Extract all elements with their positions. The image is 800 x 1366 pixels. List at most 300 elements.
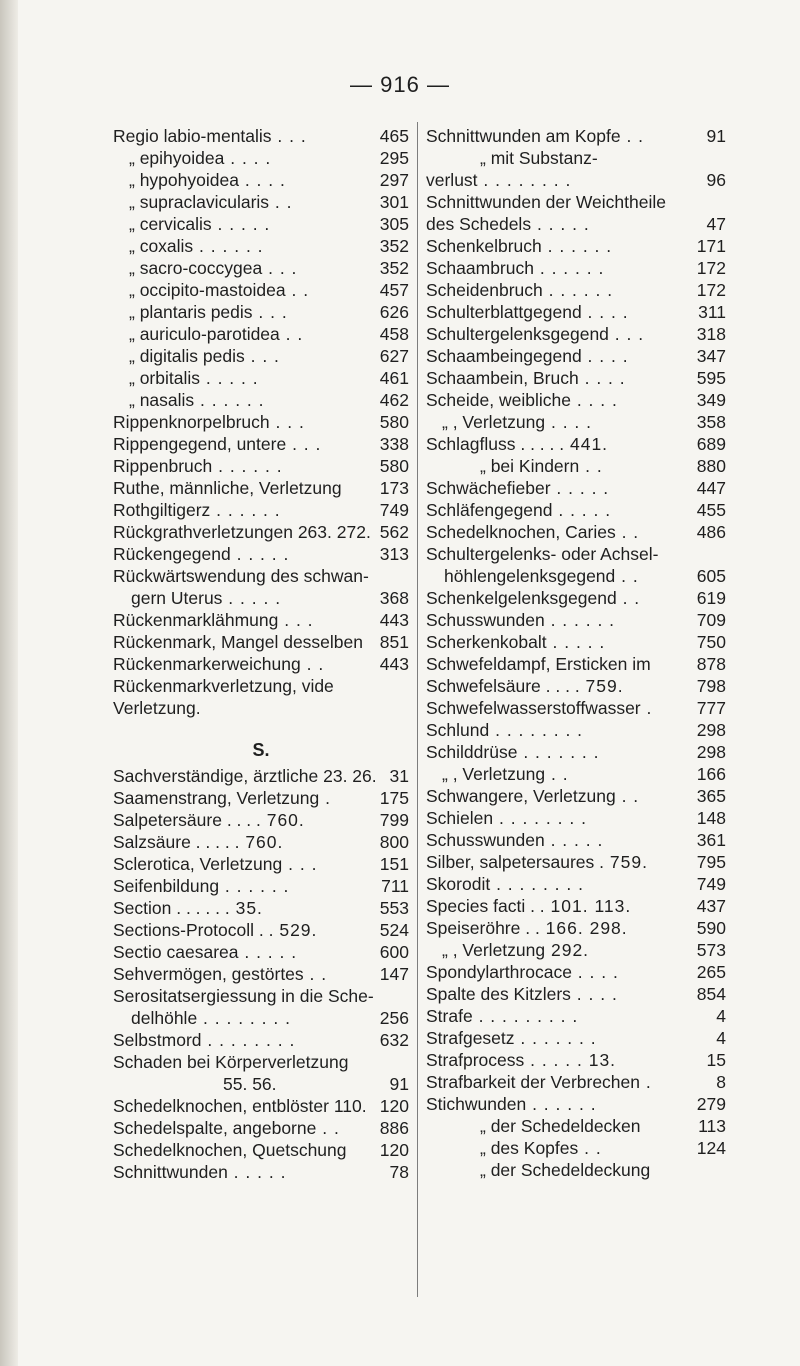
entry-term: des Schedels xyxy=(426,214,532,234)
index-entry xyxy=(113,1139,409,1161)
entry-leader: . . . . . . . . . xyxy=(472,1006,579,1026)
entry-term: höhlengelenksgegend xyxy=(444,566,616,586)
entry-page-ref: 627 xyxy=(379,346,409,366)
index-entry xyxy=(426,609,726,631)
index-entry xyxy=(426,983,726,1005)
entry-term: Rippenknorpelbruch xyxy=(113,412,270,432)
index-entry xyxy=(113,587,409,609)
entry-term: „ supraclavicularis xyxy=(129,192,270,212)
entry-page-ref: 777 xyxy=(696,698,726,718)
entry-leader: . xyxy=(319,788,331,808)
entry-leader: . . xyxy=(620,126,645,146)
entry-leader xyxy=(363,631,380,653)
entry-term: Spondylarthrocace xyxy=(426,962,572,982)
index-entry xyxy=(426,301,726,323)
index-entry xyxy=(113,1051,409,1073)
entry-page-ref: 31 xyxy=(389,766,409,786)
entry-leader: . . . xyxy=(262,258,298,278)
spacer xyxy=(113,719,409,733)
entry-leader xyxy=(342,477,380,499)
index-entry xyxy=(426,1049,726,1071)
entry-page-ref: 689 xyxy=(696,434,726,454)
entry-term: Rückenmarklähmung xyxy=(113,610,279,630)
entry-term: Rippenbruch xyxy=(113,456,213,476)
index-entry xyxy=(426,653,726,675)
index-entry xyxy=(426,807,726,829)
entry-term: Stichwunden xyxy=(426,1094,527,1114)
entry-leader: . . . . . xyxy=(222,588,282,608)
entry-page-ref: 113 xyxy=(698,1116,726,1136)
entry-page-ref: 358 xyxy=(696,412,726,432)
index-entry xyxy=(113,831,409,853)
index-entry xyxy=(113,367,409,389)
entry-page-ref: 91 xyxy=(706,126,726,146)
entry-leader: . . . . . 13. xyxy=(524,1050,617,1070)
entry-term: „ bei Kindern xyxy=(480,456,580,476)
index-entry xyxy=(113,235,409,257)
entry-page-ref: 632 xyxy=(379,1030,409,1050)
index-entry xyxy=(426,235,726,257)
entry-leader: . . . . . . xyxy=(210,500,281,520)
index-entry xyxy=(113,1029,409,1051)
entry-page-ref: 605 xyxy=(696,566,726,586)
entry-leader: . . xyxy=(578,1138,602,1158)
entry-page-ref: 524 xyxy=(379,920,409,940)
entry-leader: . . . . . xyxy=(550,478,610,498)
entry-page-ref: 298 xyxy=(696,720,726,740)
entry-page-ref: 120 xyxy=(379,1140,409,1160)
entry-leader: . . . . . . . . xyxy=(490,874,584,894)
entry-page-ref: 580 xyxy=(379,412,409,432)
index-entry xyxy=(426,213,726,235)
entry-leader: . . . . xyxy=(570,984,618,1004)
entry-term: „ auriculo-parotidea xyxy=(129,324,280,344)
index-entry xyxy=(426,939,726,961)
index-entry xyxy=(426,631,726,653)
index-entry xyxy=(113,1117,409,1139)
entry-term: „ hypohyoidea xyxy=(129,170,239,190)
entry-leader: . . . . . . xyxy=(526,1094,597,1114)
entry-term: Schwangere, Verletzung xyxy=(426,786,616,806)
entry-leader: . . . . . xyxy=(544,830,604,850)
entry-term: Schwefelwasserstoffwasser xyxy=(426,698,641,718)
entry-term: Schenkelbruch xyxy=(426,236,542,256)
entry-page-ref: 311 xyxy=(698,302,726,322)
entry-leader: . . xyxy=(545,764,569,784)
entry-page-ref: 265 xyxy=(696,962,726,982)
entry-page-ref: 305 xyxy=(379,214,409,234)
entry-page-ref: 295 xyxy=(379,148,409,168)
entry-page-ref: 173 xyxy=(379,478,409,498)
index-entry xyxy=(113,809,409,831)
index-entry xyxy=(113,941,409,963)
entry-page-ref: 711 xyxy=(381,876,409,896)
index-entry xyxy=(113,1007,409,1029)
entry-term: Sachverständige, ärztliche 23. 26. xyxy=(113,766,377,786)
index-entry xyxy=(426,1093,726,1115)
entry-page-ref: 15 xyxy=(706,1050,726,1070)
index-entry xyxy=(426,169,726,191)
entry-leader: . . . xyxy=(286,434,322,454)
entry-page-ref: 458 xyxy=(379,324,409,344)
entry-leader: . . . . . . xyxy=(194,390,265,410)
entry-term: Rückengegend xyxy=(113,544,231,564)
entry-term: Verletzung. xyxy=(113,698,201,718)
index-entry xyxy=(426,697,726,719)
entry-leader: . . . . xyxy=(578,368,626,388)
index-entry xyxy=(113,191,409,213)
index-entry xyxy=(426,1005,726,1027)
entry-leader: . . . . . xyxy=(546,632,606,652)
entry-leader: . . . . . . xyxy=(193,236,264,256)
entry-leader: . . . xyxy=(271,126,307,146)
entry-term: Rückwärtswendung des schwan- xyxy=(113,566,369,586)
entry-term: „ plantaris pedis xyxy=(129,302,253,322)
entry-page-ref: 798 xyxy=(696,676,726,696)
index-entry xyxy=(113,875,409,897)
entry-leader: . . . . xyxy=(581,346,629,366)
entry-leader: . . . . . . xyxy=(533,258,605,278)
index-entry xyxy=(113,985,409,1007)
entry-page-ref: 256 xyxy=(379,1008,409,1028)
entry-page-ref: 461 xyxy=(379,368,409,388)
index-entry xyxy=(426,895,726,917)
entry-leader: . . xyxy=(615,522,640,542)
entry-term: Speiseröhre . . xyxy=(426,918,540,938)
entry-leader: . . . . . . xyxy=(544,610,616,630)
entry-page-ref: 447 xyxy=(696,478,726,498)
entry-leader: . . . xyxy=(252,302,288,322)
index-entry xyxy=(113,455,409,477)
entry-leader: . . . . xyxy=(571,962,619,982)
entry-page-ref: 600 xyxy=(379,942,409,962)
index-entry xyxy=(426,1115,726,1137)
index-entry xyxy=(113,787,409,809)
entry-term: Schaambein, Bruch xyxy=(426,368,579,388)
index-column-left xyxy=(113,125,409,1183)
index-entry xyxy=(426,521,726,543)
index-entry xyxy=(426,455,726,477)
entry-term: Schnittwunden der Weichtheile xyxy=(426,192,666,212)
entry-leader: . . xyxy=(300,654,325,674)
entry-leader: . . xyxy=(303,964,328,984)
entry-term: „ der Schedeldeckung xyxy=(480,1160,651,1180)
column-divider xyxy=(417,122,418,1297)
entry-term: Schenkelgelenksgegend xyxy=(426,588,617,608)
entry-page-ref: 750 xyxy=(696,632,726,652)
entry-term: „ occipito-mastoidea xyxy=(129,280,286,300)
index-entry xyxy=(113,433,409,455)
entry-page-ref: 851 xyxy=(379,632,409,652)
index-entry xyxy=(113,389,409,411)
entry-leader: 101. 113. xyxy=(544,896,632,916)
index-entry xyxy=(426,389,726,411)
entry-page-ref: 96 xyxy=(706,170,726,190)
entry-page-ref: 124 xyxy=(696,1138,726,1158)
entry-term: „ cervicalis xyxy=(129,214,212,234)
entry-leader: . . xyxy=(615,786,640,806)
entry-term: Schedelspalte, angeborne xyxy=(113,1118,317,1138)
index-entry xyxy=(113,653,409,675)
index-entry xyxy=(426,675,726,697)
entry-page-ref: 147 xyxy=(379,964,409,984)
index-entry xyxy=(113,919,409,941)
entry-page-ref: 878 xyxy=(696,654,726,674)
index-entry xyxy=(426,565,726,587)
entry-leader: . . . . . . . . xyxy=(201,1030,296,1050)
entry-term: „ , Verletzung xyxy=(442,764,546,784)
entry-page-ref: 352 xyxy=(379,236,409,256)
entry-term: Schedelknochen, Quetschung xyxy=(113,1140,347,1160)
index-entry xyxy=(113,323,409,345)
entry-term: verlust xyxy=(426,170,478,190)
index-entry xyxy=(113,125,409,147)
entry-page-ref: 298 xyxy=(696,742,726,762)
entry-page-ref: 318 xyxy=(696,324,726,344)
entry-leader: 441. xyxy=(564,434,609,454)
index-entry xyxy=(113,257,409,279)
entry-term: Species facti . . xyxy=(426,896,545,916)
index-entry xyxy=(426,345,726,367)
entry-page-ref: 795 xyxy=(696,852,726,872)
entry-leader: 292. xyxy=(545,940,590,960)
entry-term: Schnittwunden am Kopfe xyxy=(426,126,621,146)
entry-term: Scheidenbruch xyxy=(426,280,543,300)
entry-term: „ , Verletzung xyxy=(442,412,546,432)
entry-leader: . . . . . xyxy=(531,214,590,234)
entry-page-ref: 573 xyxy=(696,940,726,960)
entry-leader: 760. xyxy=(260,810,305,830)
entry-leader xyxy=(367,1095,380,1117)
entry-leader: 759. xyxy=(579,676,624,696)
index-entry xyxy=(113,147,409,169)
index-entry xyxy=(426,785,726,807)
entry-term: Salpetersäure . . . . xyxy=(113,810,261,830)
entry-page-ref: 749 xyxy=(696,874,726,894)
entry-term: Section . . . . . . xyxy=(113,898,230,918)
entry-term: Seifenbildung xyxy=(113,876,220,896)
entry-page-ref: 580 xyxy=(379,456,409,476)
index-entry xyxy=(426,763,726,785)
index-entry xyxy=(426,147,726,169)
entry-page-ref: 91 xyxy=(389,1074,409,1094)
index-entry xyxy=(113,765,409,787)
index-entry xyxy=(426,829,726,851)
index-entry xyxy=(426,477,726,499)
entry-page-ref: 886 xyxy=(379,1118,409,1138)
entry-page-ref: 462 xyxy=(379,390,409,410)
index-entry xyxy=(113,565,409,587)
entry-page-ref: 175 xyxy=(379,788,409,808)
entry-page-ref: 352 xyxy=(379,258,409,278)
entry-term: „ digitalis pedis xyxy=(129,346,245,366)
entry-page-ref: 4 xyxy=(716,1028,726,1048)
entry-leader xyxy=(651,653,697,675)
entry-page-ref: 799 xyxy=(379,810,409,830)
entry-term: Rothgiltigerz xyxy=(113,500,211,520)
index-entry xyxy=(426,125,726,147)
entry-page-ref: 562 xyxy=(379,522,409,542)
index-entry xyxy=(113,279,409,301)
entry-page-ref: 749 xyxy=(379,500,409,520)
index-entry xyxy=(113,477,409,499)
index-entry xyxy=(113,1161,409,1183)
entry-leader: . . . . . xyxy=(227,1162,287,1182)
index-entry xyxy=(113,897,409,919)
entry-term: Rückenmarkverletzung, vide xyxy=(113,676,334,696)
entry-leader: . . . xyxy=(282,854,318,874)
entry-page-ref: 455 xyxy=(696,500,726,520)
entry-page-ref: 279 xyxy=(696,1094,726,1114)
entry-term: Rückenmark, Mangel desselben xyxy=(113,632,363,652)
entry-page-ref: 148 xyxy=(696,808,726,828)
entry-leader: . . . xyxy=(269,412,305,432)
entry-leader: . . . . . . . xyxy=(517,742,600,762)
entry-leader xyxy=(377,765,390,787)
entry-leader: . . . . . xyxy=(238,942,298,962)
entry-term: „ des Kopfes xyxy=(480,1138,579,1158)
index-entry xyxy=(426,323,726,345)
entry-leader: . . . xyxy=(244,346,280,366)
entry-term: Sections-Protocoll . . xyxy=(113,920,274,940)
entry-term: Sehvermögen, gestörtes xyxy=(113,964,304,984)
entry-page-ref: 313 xyxy=(379,544,409,564)
index-entry xyxy=(113,301,409,323)
index-entry xyxy=(113,675,409,697)
index-entry xyxy=(426,1027,726,1049)
entry-term: Schultergelenks- oder Achsel- xyxy=(426,544,659,564)
entry-leader: . . xyxy=(579,456,603,476)
entry-leader: 759. xyxy=(604,852,648,872)
index-entry xyxy=(113,213,409,235)
entry-page-ref: 365 xyxy=(696,786,726,806)
entry-leader: . . . . . xyxy=(230,544,290,564)
entry-page-ref: 626 xyxy=(379,302,409,322)
entry-leader xyxy=(371,521,380,543)
index-entry xyxy=(426,499,726,521)
entry-term: Salzsäure . . . . . xyxy=(113,832,240,852)
index-entry xyxy=(113,609,409,631)
entry-term: Schaambeingegend xyxy=(426,346,582,366)
entry-page-ref: 166 xyxy=(696,764,726,784)
entry-term: Scherkenkobalt xyxy=(426,632,547,652)
entry-leader: . xyxy=(640,698,653,718)
entry-page-ref: 297 xyxy=(379,170,409,190)
entry-page-ref: 443 xyxy=(379,610,409,630)
entry-term: „ sacro-coccygea xyxy=(129,258,263,278)
index-entry xyxy=(113,169,409,191)
entry-term: Schlund xyxy=(426,720,490,740)
index-entry xyxy=(426,433,726,455)
entry-page-ref: 437 xyxy=(696,896,726,916)
entry-page-ref: 800 xyxy=(379,832,409,852)
entry-term: Schläfengegend xyxy=(426,500,553,520)
entry-term: Strafprocess xyxy=(426,1050,525,1070)
entry-term: „ , Verletzung xyxy=(442,940,546,960)
entry-leader xyxy=(347,1139,380,1161)
entry-term: Scheide, weibliche xyxy=(426,390,571,410)
index-entry xyxy=(426,543,726,565)
entry-term: Ruthe, männliche, Verletzung xyxy=(113,478,342,498)
index-entry xyxy=(113,543,409,565)
entry-leader: . . . . . . xyxy=(541,236,613,256)
entry-page-ref: 590 xyxy=(696,918,726,938)
entry-term: Skorodit xyxy=(426,874,491,894)
index-entry xyxy=(426,851,726,873)
entry-page-ref: 47 xyxy=(706,214,726,234)
entry-term: Schulterblattgegend xyxy=(426,302,582,322)
entry-page-ref: 443 xyxy=(379,654,409,674)
entry-leader: . . xyxy=(615,566,639,586)
entry-leader: . . . . . . xyxy=(542,280,614,300)
entry-term: Schilddrüse xyxy=(426,742,518,762)
index-entry xyxy=(113,853,409,875)
entry-page-ref: 361 xyxy=(696,830,726,850)
entry-page-ref: 4 xyxy=(716,1006,726,1026)
entry-page-ref: 486 xyxy=(696,522,726,542)
entry-leader: . . . . . xyxy=(211,214,271,234)
index-entry xyxy=(113,697,409,719)
entry-leader: . . . . xyxy=(224,148,272,168)
entry-term: Schlagfluss . . . . . xyxy=(426,434,565,454)
index-entry xyxy=(426,367,726,389)
index-entry xyxy=(426,191,726,213)
entry-term: 55. 56. xyxy=(223,1074,277,1094)
entry-page-ref: 349 xyxy=(696,390,726,410)
entry-leader: . . . . . xyxy=(552,500,612,520)
entry-page-ref: 78 xyxy=(389,1162,409,1182)
index-entry xyxy=(426,257,726,279)
entry-leader: . . . . . . . . xyxy=(477,170,572,190)
index-entry xyxy=(426,587,726,609)
entry-term: „ mit Substanz- xyxy=(480,148,598,168)
entry-leader: . . . . xyxy=(581,302,629,322)
entry-term: Schwefeldampf, Ersticken im xyxy=(426,654,651,674)
entry-term: delhöhle xyxy=(131,1008,198,1028)
index-entry xyxy=(426,1137,726,1159)
entry-term: Saamenstrang, Verletzung xyxy=(113,788,320,808)
entry-page-ref: 880 xyxy=(696,456,726,476)
entry-term: Serositatsergiessung in die Sche- xyxy=(113,986,374,1006)
entry-term: Strafbarkeit der Verbrechen xyxy=(426,1072,641,1092)
entry-page-ref: 553 xyxy=(379,898,409,918)
entry-page-ref: 120 xyxy=(379,1096,409,1116)
section-letter-heading: S. xyxy=(252,740,270,760)
entry-term: „ epihyoidea xyxy=(129,148,225,168)
index-entry xyxy=(113,411,409,433)
entry-term: Schultergelenksgegend xyxy=(426,324,609,344)
entry-term: Schusswunden xyxy=(426,830,545,850)
entry-page-ref: 457 xyxy=(379,280,409,300)
entry-page-ref: 172 xyxy=(696,280,726,300)
index-column-right xyxy=(426,125,726,1181)
entry-leader: . . . . . xyxy=(200,368,259,388)
entry-leader: . . . . . . . xyxy=(514,1028,597,1048)
entry-leader: . . xyxy=(316,1118,340,1138)
entry-term: Schnittwunden xyxy=(113,1162,228,1182)
entry-page-ref: 347 xyxy=(696,346,726,366)
entry-term: Schaambruch xyxy=(426,258,534,278)
index-entry xyxy=(113,521,409,543)
entry-leader: . . . . . . . . xyxy=(489,720,584,740)
index-entry xyxy=(113,631,409,653)
entry-page-ref: 368 xyxy=(379,588,409,608)
entry-page-ref: 8 xyxy=(716,1072,726,1092)
entry-term: Schwefelsäure . . . . xyxy=(426,676,580,696)
entry-leader: . . . . . . . . xyxy=(493,808,587,828)
index-entry xyxy=(113,963,409,985)
entry-term: Schwächefieber xyxy=(426,478,551,498)
